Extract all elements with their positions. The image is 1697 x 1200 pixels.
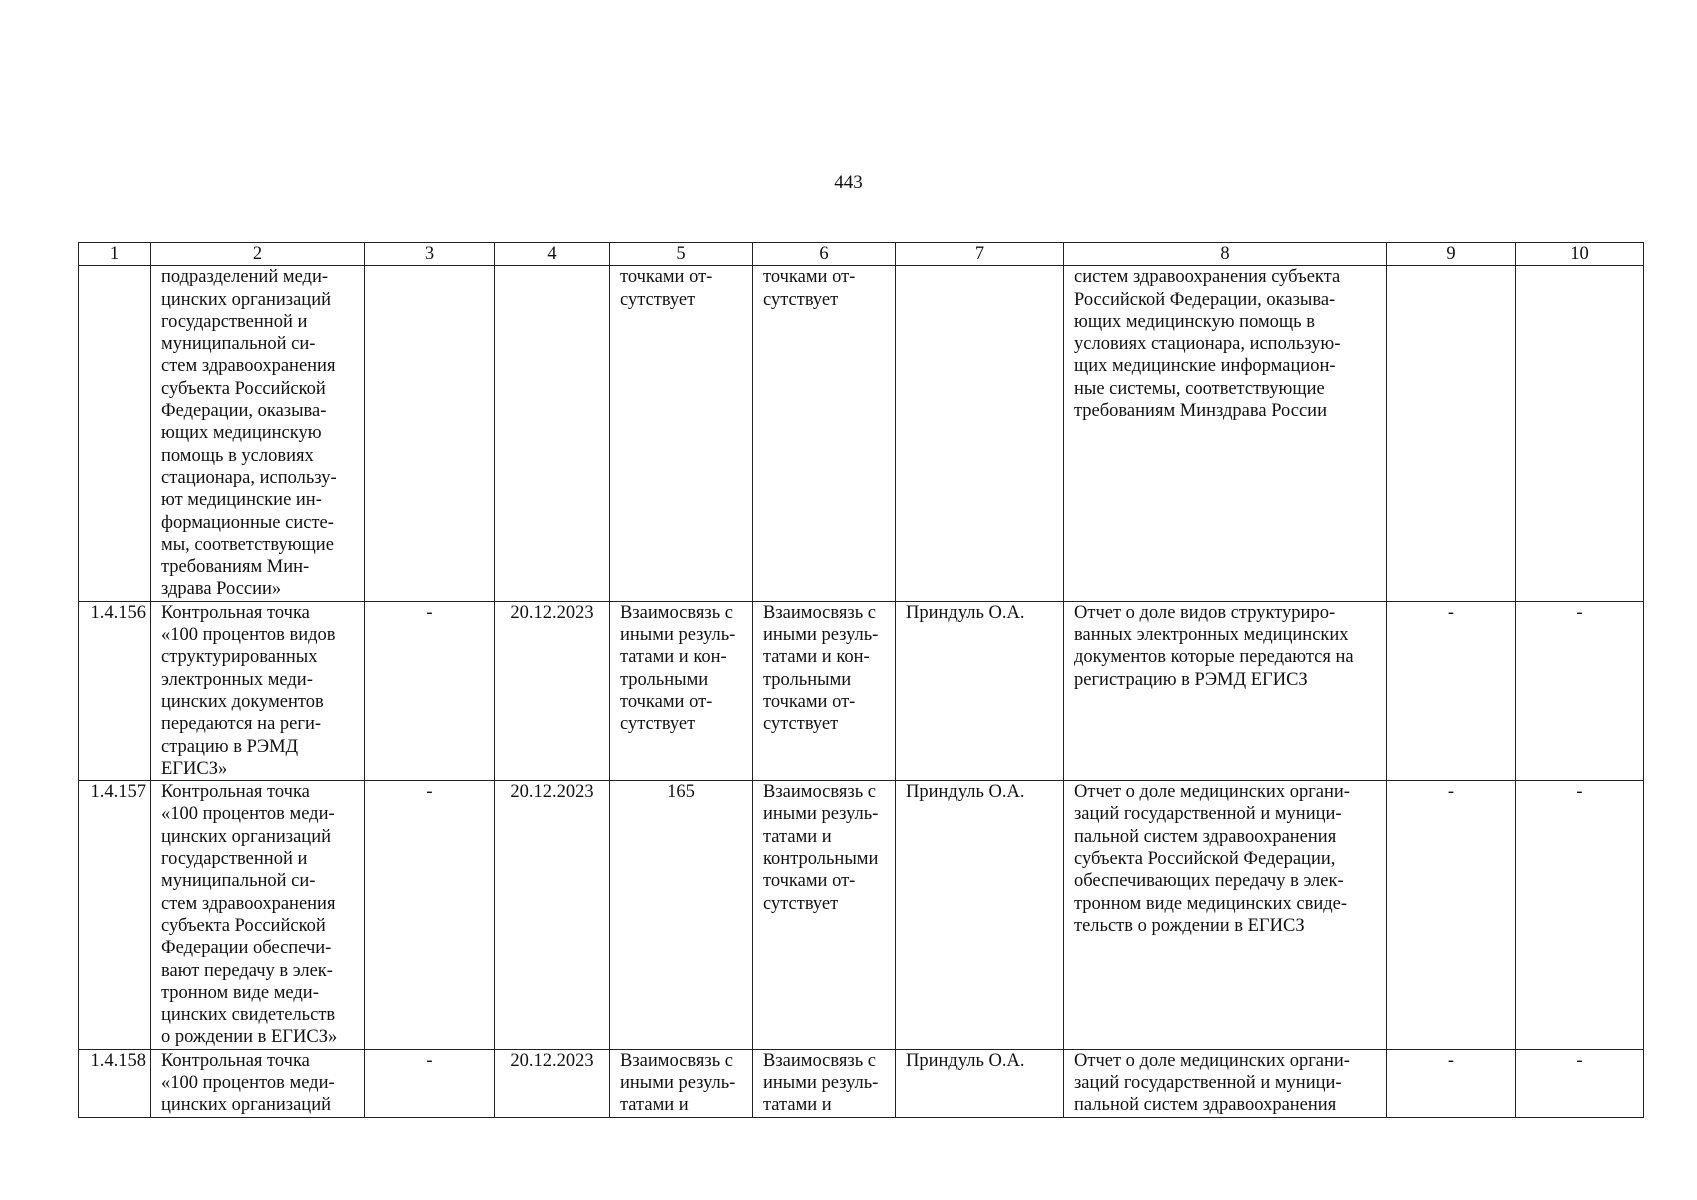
column-5-cell: Взаимосвязь с иными резуль- татами и кон- трольными точками от- сутствует	[610, 601, 753, 780]
column-number: 1	[79, 243, 151, 266]
document-cell: Отчет о доле видов структуриро- ванных электронных медицинских документов которые передаются на регистрацию в РЭМД ЕГИСЗ	[1064, 601, 1387, 780]
column-number: 2	[151, 243, 365, 266]
item-name-cell: подразделений меди- цинских организаций государственной и муниципальной си- стем здравоохранения субъекта Российской Федерации, оказыва- ющих медицинскую помощь в условиях стационара, использу- ют медицинские ин- формационные систе- мы, соответствующие требованиям Мин- здрава России»	[151, 266, 365, 601]
column-9-cell	[1387, 266, 1516, 601]
date-cell: 20.12.2023	[495, 781, 610, 1050]
document-cell: систем здравоохранения субъекта Российской Федерации, оказыва- ющих медицинскую помощь в условиях стационара, использую- щих медицинские информацион- ные системы, соответствующие требованиям Минздрава России	[1064, 266, 1387, 601]
table-row	[79, 266, 1644, 601]
responsible-cell: Приндуль О.А.	[896, 601, 1064, 780]
table-row	[79, 601, 1644, 780]
column-number: 5	[610, 243, 753, 266]
column-number-row	[79, 243, 1644, 266]
column-9-cell: -	[1387, 601, 1516, 780]
column-9-cell: -	[1387, 1049, 1516, 1117]
document-cell: Отчет о доле медицинских органи- заций государственной и муници- пальной систем здравоохранения	[1064, 1049, 1387, 1117]
column-10-cell	[1516, 266, 1644, 601]
page-number: 443	[834, 172, 863, 193]
column-number: 10	[1516, 243, 1644, 266]
column-10-cell: -	[1516, 601, 1644, 780]
document-cell: Отчет о доле медицинских органи- заций государственной и муници- пальной систем здравоохранения субъекта Российской Федерации, обеспечивающих передачу в элек- тронном виде медицинских свиде- тельств о рождении в ЕГИСЗ	[1064, 781, 1387, 1050]
column-10-cell: -	[1516, 781, 1644, 1050]
table-row	[79, 781, 1644, 1050]
column-10-cell: -	[1516, 1049, 1644, 1117]
control-points-table	[78, 242, 1644, 1118]
date-cell: 20.12.2023	[495, 1049, 610, 1117]
column-3-cell	[365, 266, 495, 601]
column-5-cell: Взаимосвязь с иными резуль- татами и	[610, 1049, 753, 1117]
item-number-cell: 1.4.156	[79, 601, 151, 780]
column-number: 7	[896, 243, 1064, 266]
responsible-cell: Приндуль О.А.	[896, 1049, 1064, 1117]
column-6-cell: точками от- сутствует	[753, 266, 896, 601]
column-number: 8	[1064, 243, 1387, 266]
column-number: 3	[365, 243, 495, 266]
column-6-cell: Взаимосвязь с иными резуль- татами и кон- трольными точками от- сутствует	[753, 601, 896, 780]
item-number-cell	[79, 266, 151, 601]
date-cell: 20.12.2023	[495, 601, 610, 780]
column-9-cell: -	[1387, 781, 1516, 1050]
column-number: 6	[753, 243, 896, 266]
column-number: 9	[1387, 243, 1516, 266]
column-3-cell: -	[365, 781, 495, 1050]
column-3-cell: -	[365, 601, 495, 780]
column-3-cell: -	[365, 1049, 495, 1117]
column-number: 4	[495, 243, 610, 266]
responsible-cell: Приндуль О.А.	[896, 781, 1064, 1050]
column-5-cell: точками от- сутствует	[610, 266, 753, 601]
date-cell	[495, 266, 610, 601]
item-number-cell: 1.4.157	[79, 781, 151, 1050]
column-6-cell: Взаимосвязь с иными резуль- татами и	[753, 1049, 896, 1117]
item-number-cell: 1.4.158	[79, 1049, 151, 1117]
column-6-cell: Взаимосвязь с иными резуль- татами и контрольными точками от- сутствует	[753, 781, 896, 1050]
item-name-cell: Контрольная точка «100 процентов меди- цинских организаций	[151, 1049, 365, 1117]
responsible-cell	[896, 266, 1064, 601]
column-5-cell: 165	[610, 781, 753, 1050]
item-name-cell: Контрольная точка «100 процентов меди- цинских организаций государственной и муниципальной си- стем здравоохранения субъекта Российской Федерации обеспечи- вают передачу в элек- тронном виде меди- цинских свидетельств о рождении в ЕГИСЗ»	[151, 781, 365, 1050]
item-name-cell: Контрольная точка «100 процентов видов структурированных электронных меди- цинских документов передаются на реги- страцию в РЭМД ЕГИСЗ»	[151, 601, 365, 780]
table-row	[79, 1049, 1644, 1117]
